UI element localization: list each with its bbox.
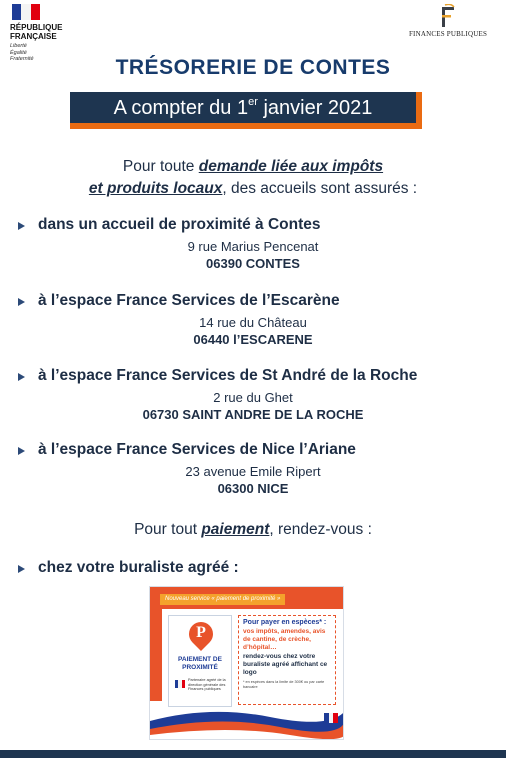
poster-side-band: [150, 609, 162, 701]
bullet-arrow-icon: [18, 222, 25, 230]
location-nice-ariane: [0, 441, 506, 498]
location-city: 06300 NICE: [217, 481, 289, 496]
republic-motto: Liberté Égalité Fraternité: [10, 43, 34, 62]
bullet-arrow-icon: [18, 447, 25, 455]
location-escarene: [0, 292, 506, 349]
date-banner: A compter du 1er janvier 2021: [70, 92, 422, 129]
location-st-andre: [0, 367, 506, 424]
republique-francaise-logo: [10, 4, 90, 63]
bottom-bar: [0, 750, 506, 758]
payment-bullet: [0, 559, 506, 577]
mini-flag-icon: [175, 680, 185, 688]
location-heading: à l’espace France Services de Nice l’Ariane: [38, 441, 356, 458]
location-contes: [0, 216, 506, 273]
poster-card-title: PAIEMENT DE PROXIMITÉ: [178, 656, 222, 671]
poster-card-small-text: Partenaire agréé de la direction générale des Finances publiques: [188, 678, 226, 691]
french-flag-icon: [12, 4, 40, 20]
location-heading: dans un accueil de proximité à Contes: [38, 216, 321, 233]
location-heading: à l’espace France Services de St André de la Roche: [38, 367, 418, 384]
bullet-arrow-icon: [18, 373, 25, 381]
location-city: 06390 CONTES: [206, 256, 300, 271]
location-street: 9 rue Marius Pencenat: [187, 239, 319, 254]
republic-title: RÉPUBLIQUE FRANÇAISE: [10, 23, 63, 41]
finances-publiques-label: FINANCES PUBLIQUES: [408, 30, 488, 38]
payment-bullet-text: chez votre buraliste agréé :: [38, 559, 239, 576]
poster-info-body2: rendez-vous chez votre buraliste agréé affichant ce logo: [243, 653, 328, 676]
payment-text: Pour tout paiement, rendez-vous :: [134, 521, 372, 538]
location-street: 2 rue du Ghet: [213, 390, 293, 405]
poster-logo-card: [168, 615, 232, 707]
payment-highlight: paiement: [201, 521, 270, 538]
poster-info-body: vos impôts, amendes, avis de cantine, de crèche, d’hôpital…: [243, 628, 326, 651]
intro-highlight-2: et produits locaux: [88, 180, 223, 197]
page-title: TRÉSORERIE DE CONTES: [115, 56, 391, 79]
location-street: 23 avenue Emile Ripert: [185, 464, 321, 479]
paiement-proximite-poster: [149, 586, 344, 740]
finances-publiques-emblem-icon: [437, 4, 459, 28]
bullet-arrow-icon: [18, 565, 25, 573]
poster-mini-flag-icon: [324, 713, 338, 723]
location-street: 14 rue du Château: [199, 315, 307, 330]
intro-highlight-1: demande liée aux impôts: [198, 158, 384, 175]
intro-text: Pour toute demande liée aux impôts et produits locaux, des accueils sont assurés :: [88, 158, 418, 197]
poster-info-foot: * en espèces dans la limite de 300€ ou par carte bancaire: [243, 680, 325, 689]
location-heading: à l’espace France Services de l’Escarène: [38, 292, 340, 309]
poster-info-head: Pour payer en espèces* :: [243, 619, 327, 626]
poster-info-box: [238, 615, 336, 705]
location-city: 06730 SAINT ANDRE DE LA ROCHE: [142, 407, 364, 422]
poster-wave-decoration: [150, 703, 344, 740]
poster-banner: Nouveau service « paiement de proximité »: [160, 594, 285, 605]
pin-letter: P: [196, 624, 206, 641]
bullet-arrow-icon: [18, 298, 25, 306]
finances-publiques-logo: [408, 4, 488, 38]
location-city: 06440 l’ESCARENE: [193, 332, 313, 347]
